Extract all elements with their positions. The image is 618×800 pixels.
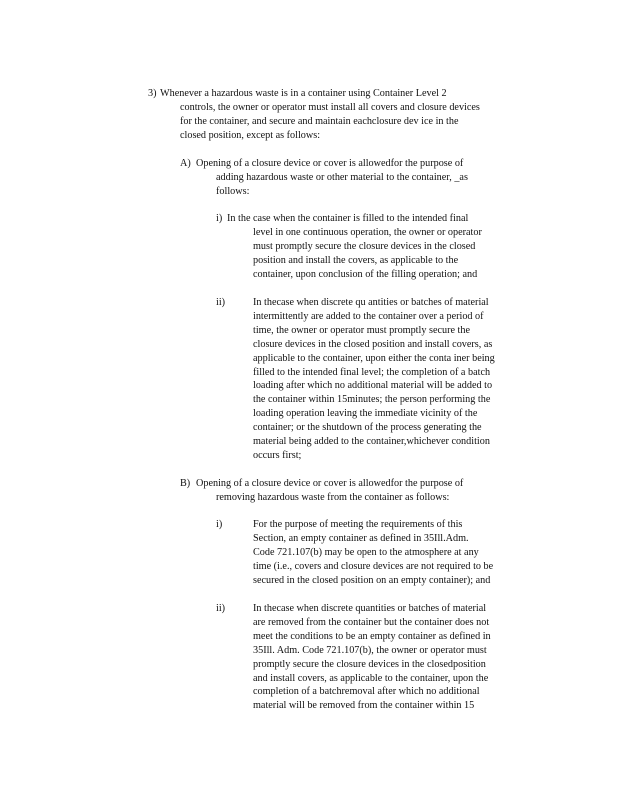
text-line: are removed from the container but the container does not <box>253 616 490 628</box>
text-line: closed position, except as follows: <box>180 129 321 141</box>
text-line: and install covers, as applicable to the container, upon the <box>253 672 489 684</box>
text-line: Opening of a closure device or cover is allowedfor the purpose of <box>196 158 464 169</box>
text-line: level in one continuous operation, the owner or operator <box>253 226 482 238</box>
text-line: For the purpose of meeting the requirements of this <box>253 519 463 530</box>
item-a-paragraph <box>196 157 526 199</box>
text-line: loading operation leaving the immediate vicinity of the <box>253 408 478 420</box>
text-line: filled to the intended final level; the completion of a batch <box>253 366 491 378</box>
text-line: Section, an empty container as defined in 35Ill.Adm. <box>253 532 469 544</box>
item-a-marker: A) <box>180 158 191 169</box>
text-line: Whenever a hazardous waste is in a container using Container Level 2 <box>160 88 447 99</box>
text-line: Opening of a closure device or cover is allowedfor the purpose of <box>196 478 464 489</box>
text-line: loading after which no additional material will be added to <box>253 380 493 392</box>
text-line: position and install the covers, as applicable to the <box>253 254 459 266</box>
text-line: material will be removed from the container within 15 <box>253 700 475 712</box>
text-line: material being added to the container,whichever condition <box>253 436 490 448</box>
text-line: promptly secure the closure devices in the closedposition <box>253 658 486 670</box>
item-b-ii-paragraph <box>253 602 539 713</box>
text-line: applicable to the container, upon either the conta iner being <box>253 352 495 364</box>
item-3-paragraph <box>160 87 532 143</box>
item-a-ii-marker: ii) <box>216 297 226 308</box>
text-line: intermittently are added to the container over a period of <box>253 310 484 322</box>
text-line: Code 721.107(b) may be open to the atmosphere at any <box>253 546 479 558</box>
text-line: controls, the owner or operator must install all covers and closure devices <box>180 101 480 113</box>
text-line: In the case when the container is filled to the intended final <box>227 213 469 224</box>
item-a-ii-paragraph <box>253 296 539 463</box>
text-line: must promptly secure the closure devices in the closed <box>253 240 476 252</box>
item-a-i-paragraph <box>227 212 527 282</box>
text-line: In thecase when discrete quantities or batches of material <box>253 603 487 614</box>
text-line: closure devices in the closed position and install covers, as <box>253 338 493 350</box>
text-line: time, the owner or operator must promptly secure the <box>253 324 470 336</box>
item-b-marker: B) <box>180 478 191 489</box>
text-line: time (i.e., covers and closure devices are not required to be <box>253 560 494 572</box>
text-line: removing hazardous waste from the container as follows: <box>216 491 450 503</box>
text-line: container, upon conclusion of the filling operation; and <box>253 268 478 280</box>
text-line: container; or the shutdown of the process generating the <box>253 422 482 434</box>
text-line: completion of a batchremoval after which no additional <box>253 686 480 698</box>
item-b-i-paragraph <box>253 518 539 588</box>
item-3-marker: 3) <box>148 88 157 99</box>
item-b-paragraph <box>196 477 526 505</box>
item-b-i-marker: i) <box>216 519 223 530</box>
item-b-ii-marker: ii) <box>216 603 226 614</box>
item-a-i-marker: i) <box>216 213 223 224</box>
text-line: for the container, and secure and maintain eachclosure dev ice in the <box>180 115 459 127</box>
text-line: adding hazardous waste or other material to the container, _as <box>216 171 468 183</box>
text-line: In thecase when discrete qu antities or batches of material <box>253 297 489 308</box>
text-line: the container within 15minutes; the person performing the <box>253 394 491 406</box>
text-line: meet the conditions to be an empty container as defined in <box>253 630 491 642</box>
text-line: 35Ill. Adm. Code 721.107(b), the owner or operator must <box>253 644 487 656</box>
text-line: secured in the closed position on an empty container); and <box>253 574 491 586</box>
text-line: occurs first; <box>253 449 302 461</box>
text-line: follows: <box>216 185 250 197</box>
